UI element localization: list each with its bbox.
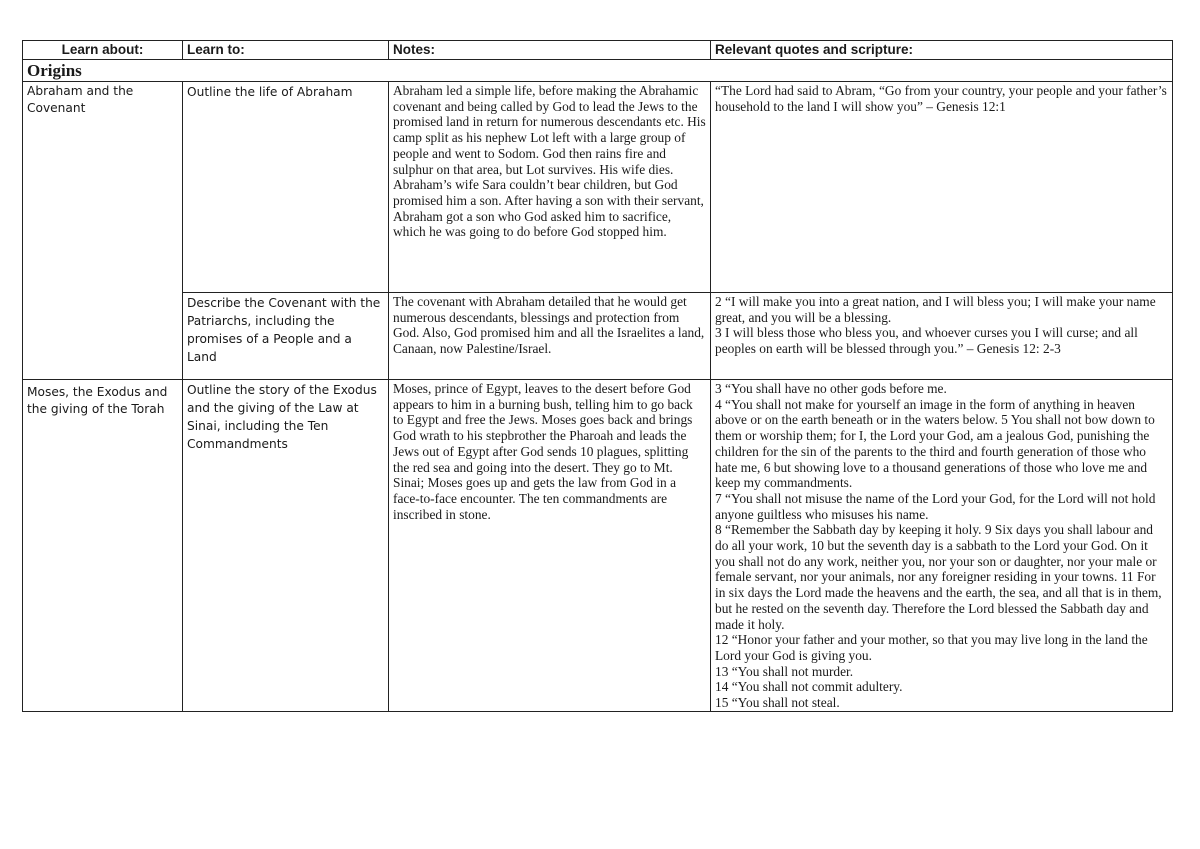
notes-abraham-life: Abraham led a simple life, before making the Abrahamic covenant and being called by God to lead the Jews to the promised land in return for numerous descendants etc. His camp split as his nephew Lot left with a large group of people and went to Sodom. God then rains fire and sulphur on that area, but Lot survives. His wife dies. Abraham’s wife Sara couldn’t bear children, but God promised him a son. After having a son with their servant, Abraham got a son who God asked him to sacrifice, which he was going to do before God stopped him. [389,82,711,293]
quote-line: 14 “You shall not commit adultery. [715,679,903,695]
quote-covenant [711,293,1173,380]
quote-line: 8 “Remember the Sabbath day by keeping it holy. 9 Six days you shall labour and do all your work, 10 but the seventh day is a sabbath to the Lord your God. On it you shall not do any work, neither you, nor your son or daughter, nor your male or female servant, nor your animals, nor any foreigner residing in your towns. 11 For in six days the Lord made the heavens and the earth, the sea, and all that is in them, but he rested on the seventh day. Therefore the Lord blessed the Sabbath day and made it holy. [715,522,1165,632]
quote-line: 13 “You shall not murder. [715,663,854,679]
header-quotes: Relevant quotes and scripture: [711,41,1173,60]
quote-line: 15 “You shall not steal. [715,695,840,711]
table-row [23,82,1173,293]
quote-abraham-life: “The Lord had said to Abram, “Go from your country, your people and your father’s household to the land I will show you” – Genesis 12:1 [711,82,1173,293]
table-row [23,293,1173,380]
notes-covenant: The covenant with Abraham detailed that he would get numerous descendants, blessings and protection from God. Also, God promised him and all the Israelites a land, Canaan, now Palestine/Israel. [389,293,711,380]
learn-to-covenant: Describe the Covenant with the Patriarchs, including the promises of a People and a Land [183,293,389,380]
topic-abraham: Abraham and the Covenant [23,82,183,380]
section-title: Origins [23,60,1173,82]
quote-line: 3 “You shall have no other gods before me. [715,381,947,396]
quote-line: 12 “Honor your father and your mother, so that you may live long in the land the Lord your God is giving you. [715,632,1152,663]
quote-line: 4 “You shall not make for yourself an image in the form of anything in heaven above or on the earth beneath or in the waters below. 5 You shall not bow down to them or worship them; for I, the Lord your God, am a jealous God, punishing the children for the sin of the parents to the third and fourth generation of those who hate me, 6 but showing love to a thousand generations of those who love me and keep my commandments. [715,396,1159,491]
quote-line: 2 “I will make you into a great nation, and I will bless you; I will make your name great, and you will be a blessing. [715,294,1160,325]
section-row [23,60,1173,82]
header-notes: Notes: [389,41,711,60]
header-learn-to: Learn to: [183,41,389,60]
header-learn-about: Learn about: [23,41,183,60]
quote-commandments [711,380,1173,712]
table-row [23,380,1173,712]
topic-moses: Moses, the Exodus and the giving of the Torah [23,380,183,712]
quote-line: 7 “You shall not misuse the name of the Lord your God, for the Lord will not hold anyone guiltless who misuses his name. [715,490,1159,522]
study-table [22,40,1173,712]
quote-line: 3 I will bless those who bless you, and whoever curses you I will curse; and all peoples on earth will be blessed through you.” – Genesis 12: 2-3 [715,325,1142,357]
notes-exodus: Moses, prince of Egypt, leaves to the desert before God appears to him in a burning bush, telling him to go back to Egypt and free the Jews. Moses goes back and brings God wrath to his stepbrother the Pharoah and leads the Jews out of Egypt after God sends 10 plagues, splitting the red sea and going into the desert. They go to Mt. Sinai; Moses goes up and gets the law from God in a face-to-face encounter. The ten commandments are inscribed in stone. [389,380,711,712]
learn-to-abraham-life: Outline the life of Abraham [183,82,389,293]
header-row [23,41,1173,60]
learn-to-exodus: Outline the story of the Exodus and the giving of the Law at Sinai, including the Ten Commandments [183,380,389,712]
